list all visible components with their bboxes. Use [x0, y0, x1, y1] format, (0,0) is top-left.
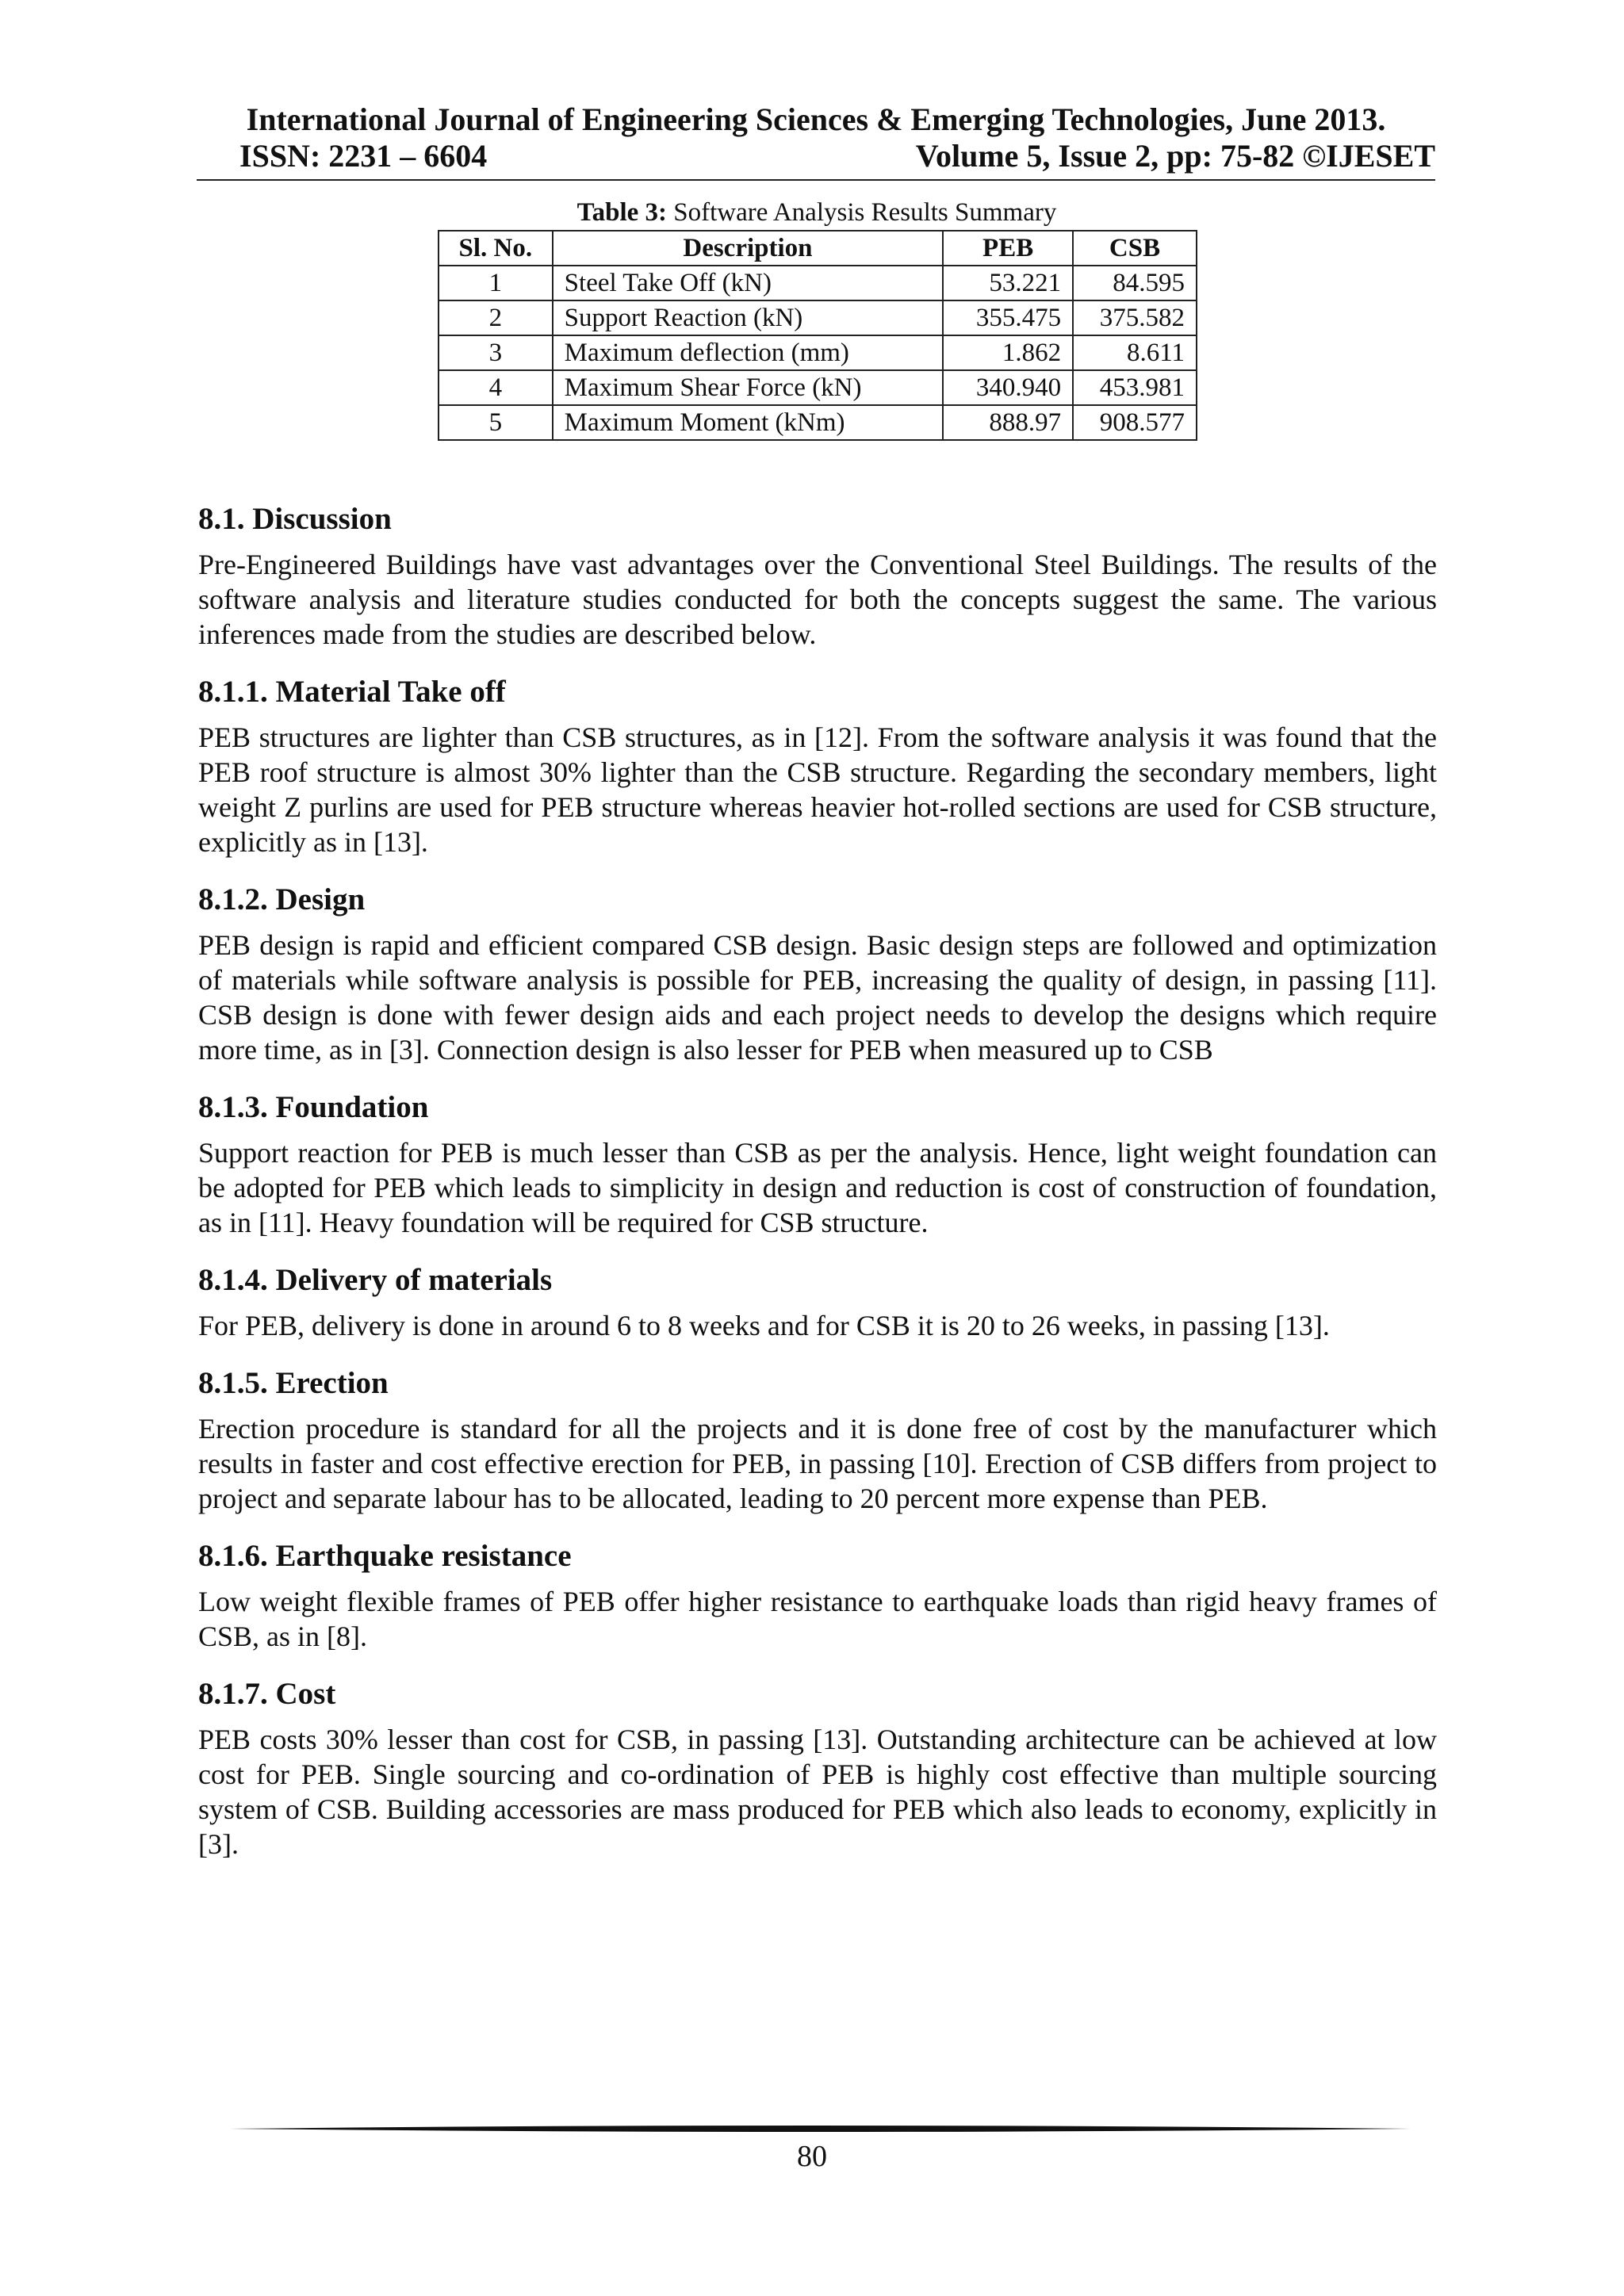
col-header-sl-no: Sl. No.	[439, 231, 553, 266]
volume-issue: Volume 5, Issue 2, pp: 75-82 ©IJESET	[915, 138, 1435, 174]
cell-peb: 355.475	[943, 300, 1073, 335]
cell-description: Steel Take Off (kN)	[553, 266, 944, 300]
table-row	[439, 300, 1197, 335]
col-header-csb: CSB	[1073, 231, 1197, 266]
cell-peb: 340.940	[943, 370, 1073, 405]
section-heading: 8.1.7. Cost	[198, 1677, 336, 1711]
cell-peb: 1.862	[943, 335, 1073, 370]
cell-csb: 908.577	[1073, 405, 1197, 440]
section-paragraph: PEB structures are lighter than CSB structures, as in [12]. From the software analysis it was found that the PEB roof structure is almost 30% lighter than the CSB structure. Regarding the secondary members, light weight Z purlins are used for PEB structure whereas heavier hot-rolled sections are used for CSB structure, explicitly as in [13].	[198, 721, 1437, 858]
section-design	[198, 882, 1437, 1067]
cell-csb: 453.981	[1073, 370, 1197, 405]
cell-description: Maximum deflection (mm)	[553, 335, 944, 370]
table-row	[439, 335, 1197, 370]
table-row	[439, 370, 1197, 405]
section-paragraph: Support reaction for PEB is much lesser than CSB as per the analysis. Hence, light weight foundation can be adopted for PEB which leads to simplicity in design and reduction is cost of construction of foundation, as in [11]. Heavy foundation will be required for CSB structure.	[198, 1137, 1437, 1238]
table-row	[439, 266, 1197, 300]
cell-sl-no: 4	[439, 370, 553, 405]
section-earthquake-resistance	[198, 1538, 1437, 1654]
section-heading: 8.1.1. Material Take off	[198, 675, 506, 709]
table-header-row	[439, 231, 1197, 266]
section-paragraph: Pre-Engineered Buildings have vast advantages over the Conventional Steel Buildings. The results of the software analysis and literature studies conducted for both the concepts suggest the same. The various inferences made from the studies are described below.	[198, 549, 1437, 650]
table-caption-label: Table 3:	[576, 198, 668, 227]
col-header-description: Description	[553, 231, 944, 266]
cell-description: Maximum Shear Force (kN)	[553, 370, 944, 405]
section-heading: 8.1.4. Delivery of materials	[198, 1263, 553, 1297]
cell-peb: 888.97	[943, 405, 1073, 440]
cell-description: Maximum Moment (kNm)	[553, 405, 944, 440]
table-caption	[436, 197, 1197, 228]
section-heading: 8.1.2. Design	[198, 882, 366, 916]
section-material-take-off	[198, 674, 1437, 859]
journal-title: International Journal of Engineering Sciences & Emerging Technologies, June 2013.	[246, 101, 1386, 137]
cell-csb: 375.582	[1073, 300, 1197, 335]
cell-sl-no: 2	[439, 300, 553, 335]
table-caption-text: Software Analysis Results Summary	[667, 198, 1057, 227]
section-paragraph: PEB costs 30% lesser than cost for CSB, in passing [13]. Outstanding architecture can be achieved at low cost for PEB. Single sourcing and co-ordination of PEB is highly cost effective than multiple sourcing system of CSB. Building accessories are mass produced for PEB which also leads to economy, explicitly in [3].	[198, 1724, 1437, 1860]
journal-header	[197, 101, 1435, 174]
header-rule	[197, 179, 1435, 181]
section-discussion	[198, 501, 1437, 652]
cell-peb: 53.221	[943, 266, 1073, 300]
table-row	[439, 405, 1197, 440]
section-heading: 8.1.5. Erection	[198, 1366, 389, 1400]
cell-description: Support Reaction (kN)	[553, 300, 944, 335]
section-cost	[198, 1676, 1437, 1862]
page-number: 80	[797, 2140, 827, 2173]
section-heading: 8.1. Discussion	[198, 502, 392, 536]
col-header-peb: PEB	[943, 231, 1073, 266]
section-heading: 8.1.3. Foundation	[198, 1090, 429, 1124]
cell-sl-no: 3	[439, 335, 553, 370]
section-paragraph: Erection procedure is standard for all the projects and it is done free of cost by the manufacturer which results in faster and cost effective erection for PEB, in passing [10]. Erection of CSB differs from project to project and separate labour has to be allocated, leading to 20 percent more expense than PEB.	[198, 1413, 1437, 1514]
cell-sl-no: 5	[439, 405, 553, 440]
cell-csb: 8.611	[1073, 335, 1197, 370]
footer-rule	[230, 2125, 1411, 2133]
section-delivery-of-materials	[198, 1262, 1437, 1343]
section-foundation	[198, 1089, 1437, 1240]
section-paragraph: PEB design is rapid and efficient compared CSB design. Basic design steps are followed and optimization of materials while software analysis is possible for PEB, increasing the quality of design, in passing [11]. CSB design is done with fewer design aids and each project needs to develop the designs which require more time, as in [3]. Connection design is also lesser for PEB when measured up to CSB	[198, 929, 1437, 1066]
cell-csb: 84.595	[1073, 266, 1197, 300]
section-paragraph: For PEB, delivery is done in around 6 to 8 weeks and for CSB it is 20 to 26 weeks, in passing [13].	[198, 1310, 1330, 1341]
cell-sl-no: 1	[439, 266, 553, 300]
article-body	[198, 501, 1437, 1884]
section-paragraph: Low weight flexible frames of PEB offer higher resistance to earthquake loads than rigid heavy frames of CSB, as in [8].	[198, 1586, 1437, 1652]
results-table	[438, 230, 1197, 441]
issn: ISSN: 2231 – 6604	[239, 138, 488, 174]
journal-issn-volume	[197, 138, 1435, 174]
section-erection	[198, 1365, 1437, 1516]
section-heading: 8.1.6. Earthquake resistance	[198, 1539, 572, 1573]
